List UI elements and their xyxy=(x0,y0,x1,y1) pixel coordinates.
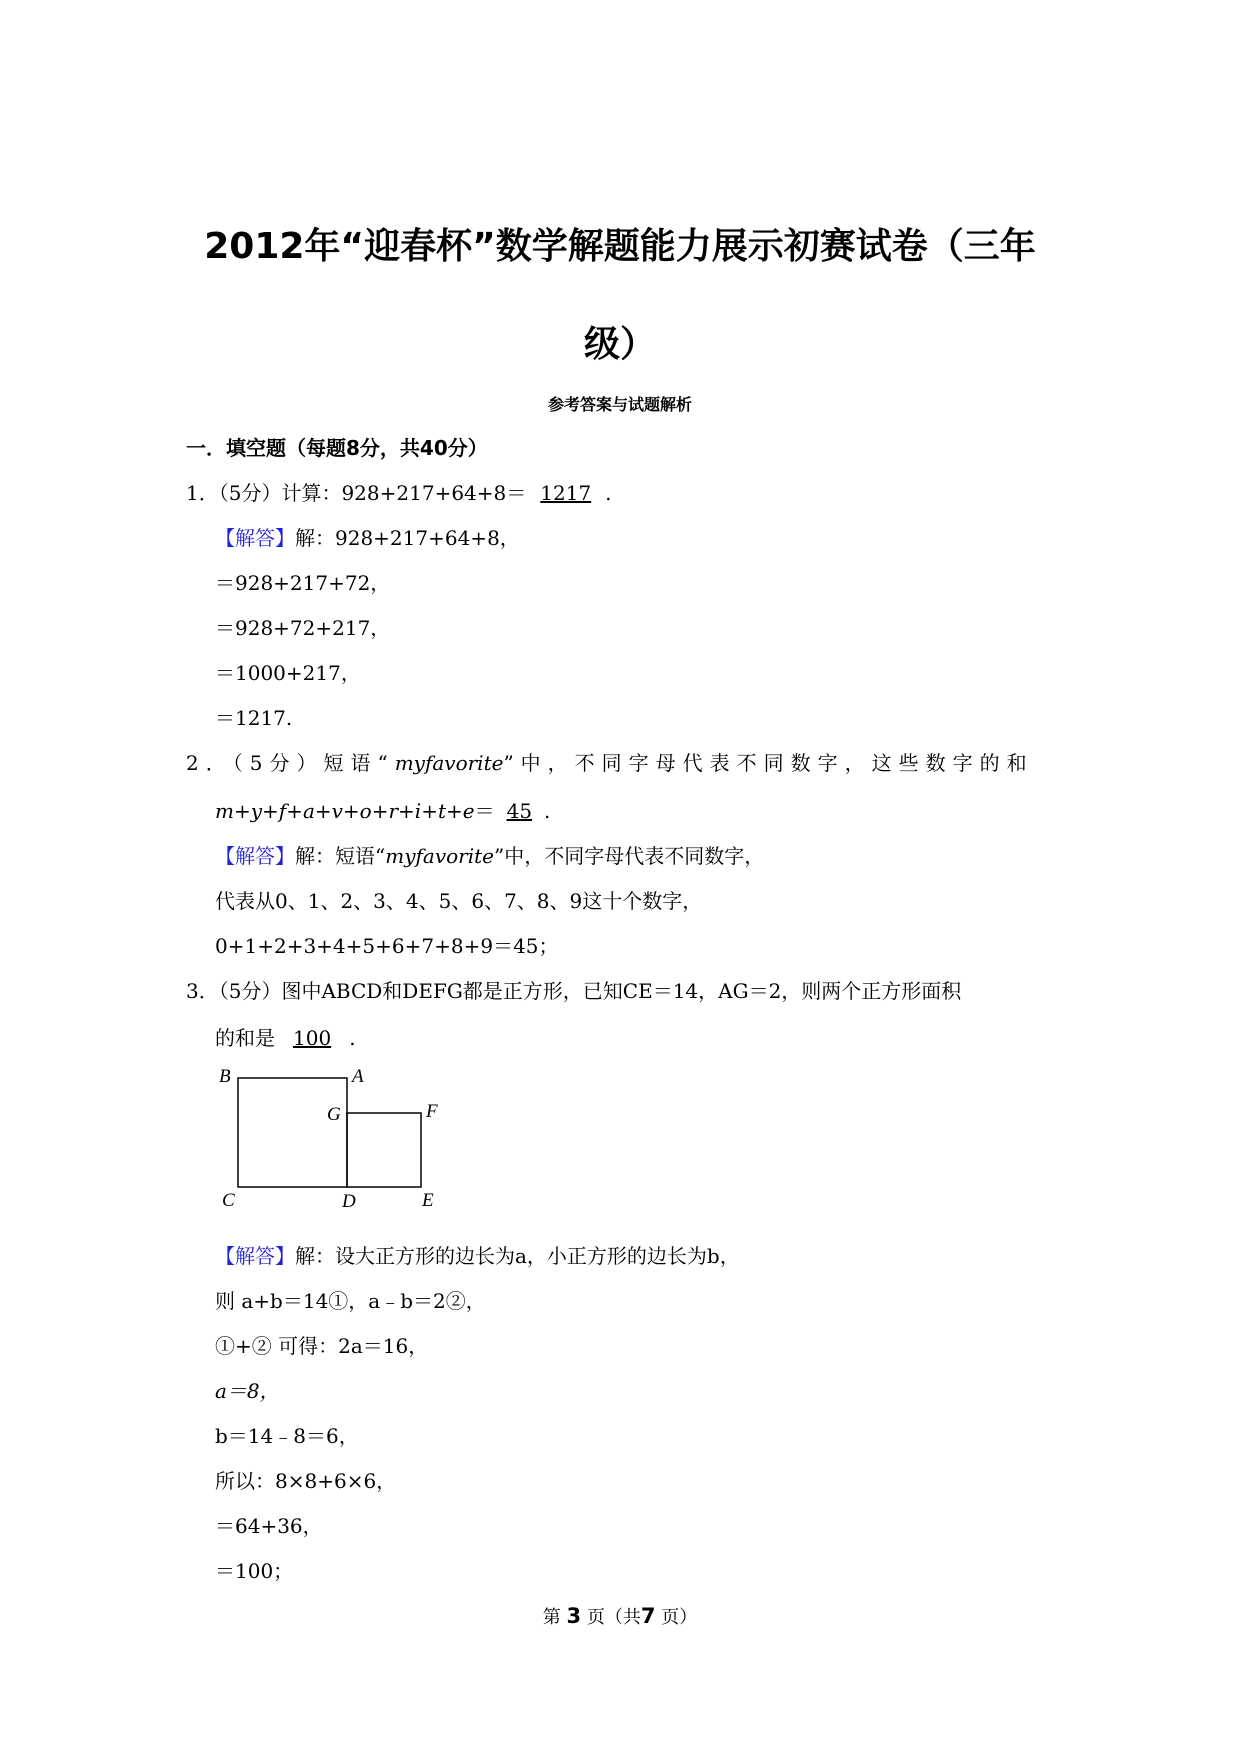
solution-line: 代表从0、1、2、3、4、5、6、7、8、9这十个数字， xyxy=(215,889,703,913)
solution-line xyxy=(215,840,764,869)
solution-line: ①+② 可得：2a＝16， xyxy=(215,1334,429,1358)
square-defg xyxy=(347,1113,421,1187)
page-title-line1: 2012年“迎春杯”数学解题能力展示初赛试卷（三年 xyxy=(204,226,1036,267)
solution-line: ＝928+72+217， xyxy=(215,616,391,640)
solution-line: ＝1000+217， xyxy=(215,661,361,685)
solution-line xyxy=(215,522,520,551)
page-number: 3 xyxy=(566,1604,582,1628)
solution-line: ＝64+36， xyxy=(215,1514,323,1538)
label-d: D xyxy=(342,1191,356,1212)
solution-line: 则 a+b＝14①，a﹣b＝2②， xyxy=(215,1289,486,1313)
answer-tag: 【解答】 xyxy=(215,526,295,550)
period: . xyxy=(544,799,551,823)
question-number: 3． xyxy=(186,979,219,1003)
question-2 xyxy=(186,747,1034,776)
solution-line: ＝1217. xyxy=(215,706,293,730)
subtitle: 参考答案与试题解析 xyxy=(547,395,692,414)
answer-blank: 1217 xyxy=(540,481,592,505)
page-total: 7 xyxy=(640,1604,656,1628)
squares-figure xyxy=(216,1060,456,1220)
question-1 xyxy=(186,477,612,506)
question-2-line2 xyxy=(215,795,550,824)
keyword: myfavorite xyxy=(385,844,494,868)
question-stem: 的和是 xyxy=(215,1026,275,1050)
question-number: 2． xyxy=(186,751,233,775)
solution-text: ”中，不同字母代表不同数字， xyxy=(494,844,765,868)
question-stem: （5分）计算：928+217+64+8＝ xyxy=(218,481,527,505)
solution-line: a＝8， xyxy=(215,1379,280,1403)
question-stem: （5分）图中ABCD和DEFG都是正方形，已知CE＝14，AG＝2，则两个正方形面积 xyxy=(218,979,962,1003)
answer-tag: 【解答】 xyxy=(215,1244,295,1268)
question-number: 1． xyxy=(186,481,219,505)
question-3 xyxy=(186,975,961,1004)
solution-text: 解：短语“ xyxy=(295,844,386,868)
solution-line: 所以：8×8+6×6， xyxy=(215,1469,397,1493)
label-g: G xyxy=(327,1104,341,1125)
page-title-line2: 级） xyxy=(583,324,656,365)
solution-line: b＝14﹣8＝6， xyxy=(215,1424,359,1448)
solution-line xyxy=(215,1240,740,1269)
label-a: A xyxy=(352,1066,364,1087)
label-e: E xyxy=(422,1190,434,1211)
solution-text: 解：928+217+64+8， xyxy=(295,526,520,550)
solution-line: ＝100； xyxy=(215,1559,294,1583)
label-b: B xyxy=(219,1066,231,1087)
label-f: F xyxy=(426,1101,438,1122)
keyword: myfavorite xyxy=(394,751,504,775)
footer-text: 第 xyxy=(542,1607,561,1628)
answer-blank: 100 xyxy=(293,1026,332,1050)
period: . xyxy=(605,481,612,505)
section-heading: 一．填空题（每题8分，共40分） xyxy=(186,436,488,460)
solution-line: 0+1+2+3+4+5+6+7+8+9＝45； xyxy=(215,934,559,958)
page-footer xyxy=(0,1603,1240,1629)
solution-text: 解：设大正方形的边长为a，小正方形的边长为b， xyxy=(295,1244,740,1268)
question-stem: ”中，不同字母代表不同数字，这些数字的和 xyxy=(503,751,1034,775)
period: . xyxy=(349,1026,356,1050)
expression: m+y+f+a+v+o+r+i+t+e xyxy=(215,799,475,823)
answer-blank: 45 xyxy=(506,799,533,823)
question-3-line2 xyxy=(215,1022,356,1051)
answer-tag: 【解答】 xyxy=(215,844,295,868)
label-c: C xyxy=(222,1190,235,1211)
square-abcd xyxy=(238,1078,347,1187)
question-stem: （5分）短语“ xyxy=(232,751,395,775)
footer-text: 页（共 xyxy=(586,1607,641,1628)
solution-line: ＝928+217+72， xyxy=(215,571,391,595)
equals: ＝ xyxy=(474,799,495,823)
footer-text: 页） xyxy=(661,1607,698,1628)
